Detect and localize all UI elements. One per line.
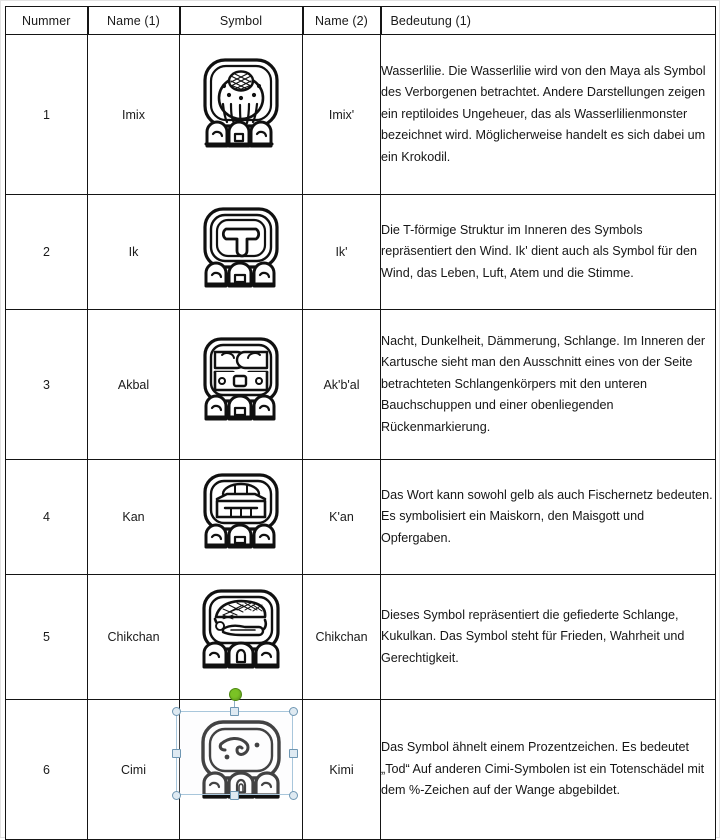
table-row	[6, 575, 716, 700]
table-header	[6, 7, 716, 35]
cell-symbol	[180, 575, 303, 700]
cell-symbol	[180, 460, 303, 575]
table-row	[6, 35, 716, 195]
cell-name2: Kimi	[303, 700, 381, 840]
cell-number: 3	[6, 310, 88, 460]
table-row	[6, 460, 716, 575]
cell-name2: K'an	[303, 460, 381, 575]
cell-name2: Ik'	[303, 195, 381, 310]
cell-meaning: Nacht, Dunkelheit, Dämmerung, Schlange. Im Inneren der Kartusche sieht man den Ausschnitt eines von der Seite betrachteten Schlangenkörpers mit den unteren Bauchschuppen und einer obenliegenden Rückenmarkierung.	[381, 310, 716, 460]
cell-number: 1	[6, 35, 88, 195]
cell-name1: Cimi	[88, 700, 180, 840]
cell-symbol-selected	[180, 700, 303, 840]
cell-number: 6	[6, 700, 88, 840]
cell-symbol	[180, 195, 303, 310]
table-body	[6, 35, 716, 840]
cell-symbol	[180, 310, 303, 460]
table-row	[6, 700, 716, 840]
table-header-row	[6, 7, 716, 35]
maya-glyph-cimi-icon[interactable]	[191, 714, 291, 820]
maya-glyph-akbal-icon[interactable]	[193, 332, 289, 432]
maya-glyph-table	[5, 6, 716, 840]
cell-number: 5	[6, 575, 88, 700]
column-header-name2: Name (2)	[303, 7, 381, 35]
cell-symbol	[180, 35, 303, 195]
cell-name2: Imix'	[303, 35, 381, 195]
column-header-name1: Name (1)	[88, 7, 180, 35]
maya-glyph-imix-icon[interactable]	[193, 52, 289, 172]
cell-name1: Imix	[88, 35, 180, 195]
cell-number: 2	[6, 195, 88, 310]
cell-name1: Ik	[88, 195, 180, 310]
column-header-symbol: Symbol	[180, 7, 303, 35]
cell-name1: Akbal	[88, 310, 180, 460]
cell-name2: Chikchan	[303, 575, 381, 700]
table-row	[6, 195, 716, 310]
maya-glyph-ik-icon[interactable]	[193, 202, 289, 298]
cell-meaning: Wasserlilie. Die Wasserlilie wird von den Maya als Symbol des Verborgenen betrachtet. Andere Darstellungen zeigen ein reptiloides Ungeheuer, das als Wasserlilienmonster bezeichnet wird. Möglicherweise handelt es sich dabei um ein Krokodil.	[381, 35, 716, 195]
cell-name1: Chikchan	[88, 575, 180, 700]
cell-number: 4	[6, 460, 88, 575]
cell-meaning: Die T-förmige Struktur im Inneren des Symbols repräsentiert den Wind. Ik' dient auch als Symbol für den Wind, das Leben, Luft, Atem und die Stimme.	[381, 195, 716, 310]
maya-glyph-chikchan-icon[interactable]	[193, 585, 289, 685]
maya-glyph-kan-icon[interactable]	[193, 469, 289, 561]
cell-name2: Ak'b'al	[303, 310, 381, 460]
table-row	[6, 310, 716, 460]
column-header-number: Nummer	[6, 7, 88, 35]
cell-meaning: Das Wort kann sowohl gelb als auch Fischernetz bedeuten. Es symbolisiert ein Maiskorn, den Maisgott und Opfergaben.	[381, 460, 716, 575]
cell-meaning: Dieses Symbol repräsentiert die gefiederte Schlange, Kukulkan. Das Symbol steht für Frieden, Wahrheit und Gerechtigkeit.	[381, 575, 716, 700]
cell-name1: Kan	[88, 460, 180, 575]
column-header-meaning: Bedeutung (1)	[381, 7, 716, 35]
cell-meaning: Das Symbol ähnelt einem Prozentzeichen. Es bedeutet „Tod“ Auf anderen Cimi-Symbolen ist ein Totenschädel mit dem %-Zeichen auf der Wange abgebildet.	[381, 700, 716, 840]
